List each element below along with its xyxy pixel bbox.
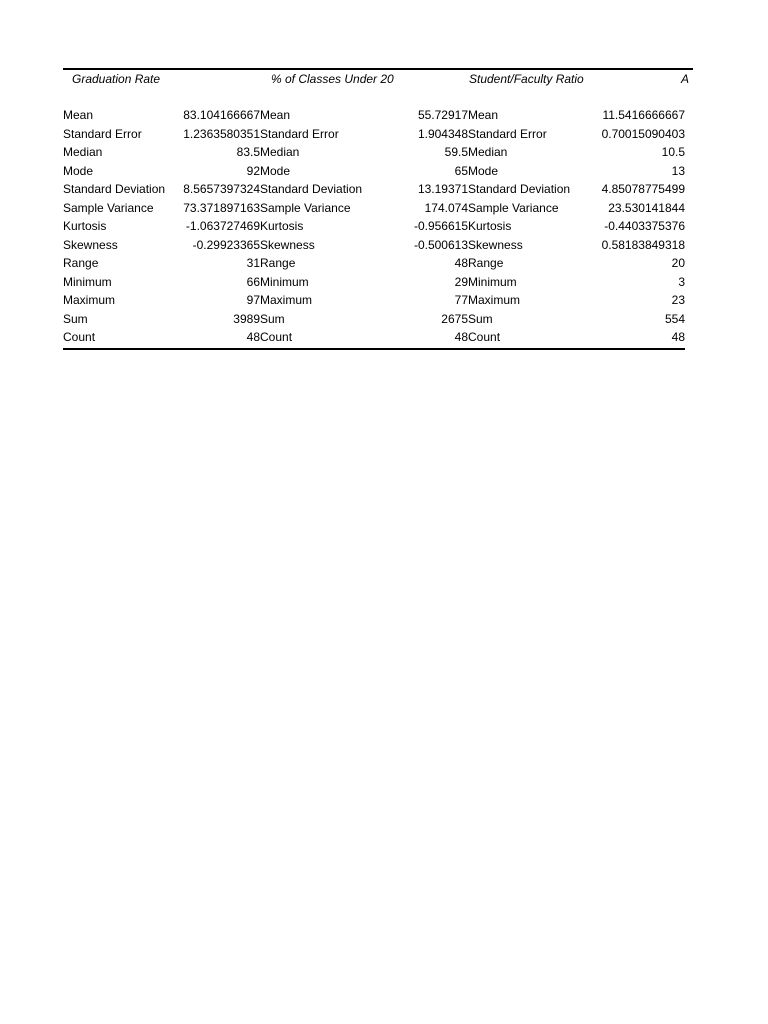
graduation-rate-value: 83.5 [236,145,260,159]
stat-label: Maximum [468,293,521,307]
table-row [63,328,693,347]
classes-under-20-value: 48 [454,330,468,344]
stat-label: Sum [468,311,493,326]
table-row [63,217,693,236]
student-faculty-ratio-value: 4.85078775499 [601,182,685,196]
stat-label: Maximum [260,293,313,307]
header-graduation-rate: Graduation Rate [72,72,161,86]
student-faculty-ratio-value: 0.70015090403 [601,126,685,141]
stat-label: Sample Variance [63,200,154,215]
student-faculty-ratio-value: -0.4403375376 [604,219,685,233]
stat-label: Sample Variance [468,200,559,215]
bottom-border [63,348,685,350]
stat-label: Mode [260,163,291,178]
graduation-rate-value: 8.5657397324 [183,182,260,196]
stat-label: Sum [260,311,285,326]
stat-label: Sample Variance [260,200,351,215]
classes-under-20-value: 2675 [441,311,468,326]
stat-label: Kurtosis [468,219,512,233]
table-row [63,199,693,218]
stat-label: Median [468,145,508,159]
graduation-rate-value: -0.29923365 [192,237,260,252]
header-student-faculty-ratio: Student/Faculty Ratio [469,72,584,86]
stat-label: Count [63,330,96,344]
graduation-rate-value: -1.063727469 [185,219,260,233]
stat-label: Mean [260,108,291,122]
table-row [63,236,693,255]
graduation-rate-value: 31 [246,256,260,270]
table-row [63,162,693,181]
student-faculty-ratio-value: 554 [664,311,685,326]
graduation-rate-value: 73.371897163 [183,200,260,215]
student-faculty-ratio-value: 20 [671,256,685,270]
classes-under-20-value: 13.19371 [417,182,468,196]
stat-label: Range [260,256,296,270]
table-row [63,291,693,310]
table-row [63,143,693,162]
student-faculty-ratio-value: 11.5416666667 [602,108,685,122]
stat-label: Range [468,256,504,270]
header-truncated-column: A [681,72,690,86]
stat-label: Maximum [63,293,116,307]
statistics-table [63,68,690,350]
header-classes-under-20: % of Classes Under 20 [271,72,394,86]
graduation-rate-value: 83.104166667 [183,108,260,122]
classes-under-20-value: 59.5 [444,145,468,159]
stat-label: Standard Deviation [63,182,166,196]
classes-under-20-value: 65 [454,163,468,178]
table-row [63,106,693,125]
stat-label: Median [63,145,103,159]
stat-label: Skewness [260,237,315,252]
table-row [63,180,693,199]
table-row [63,273,693,292]
stat-label: Kurtosis [63,219,107,233]
graduation-rate-value: 3989 [233,311,260,326]
classes-under-20-value: 174.074 [424,200,468,215]
graduation-rate-value: 1.2363580351 [183,126,260,141]
stat-label: Standard Error [260,126,339,141]
classes-under-20-value: 55.72917 [417,108,468,122]
stat-label: Mean [468,108,499,122]
stat-label: Standard Deviation [468,182,571,196]
stat-label: Mode [468,163,499,178]
stat-label: Range [63,256,99,270]
stat-label: Sum [63,311,88,326]
student-faculty-ratio-value: 23.530141844 [608,200,685,215]
student-faculty-ratio-value: 10.5 [661,145,685,159]
graduation-rate-value: 97 [246,293,260,307]
classes-under-20-value: 1.904348 [417,126,468,141]
graduation-rate-value: 66 [246,274,260,289]
stat-label: Minimum [63,274,112,289]
student-faculty-ratio-value: 13 [671,163,685,178]
classes-under-20-value: -0.500613 [413,237,468,252]
stat-label: Kurtosis [260,219,304,233]
table-row [63,254,693,273]
stat-label: Mode [63,163,94,178]
stat-label: Minimum [468,274,517,289]
stat-label: Standard Error [468,126,547,141]
graduation-rate-value: 92 [246,163,260,178]
table-row [63,125,693,144]
classes-under-20-value: 77 [454,293,468,307]
stat-label: Count [468,330,501,344]
classes-under-20-value: 29 [454,274,468,289]
student-faculty-ratio-value: 48 [671,330,685,344]
stat-label: Minimum [260,274,309,289]
classes-under-20-value: -0.956615 [413,219,468,233]
stat-label: Skewness [63,237,118,252]
student-faculty-ratio-value: 23 [671,293,685,307]
student-faculty-ratio-value: 0.58183849318 [601,237,685,252]
table-row [63,310,693,329]
graduation-rate-value: 48 [246,330,260,344]
stat-label: Count [260,330,293,344]
stat-label: Mean [63,108,94,122]
classes-under-20-value: 48 [454,256,468,270]
stat-label: Skewness [468,237,523,252]
stat-label: Standard Error [63,126,142,141]
stat-label: Standard Deviation [260,182,363,196]
student-faculty-ratio-value: 3 [678,274,685,289]
stat-label: Median [260,145,300,159]
